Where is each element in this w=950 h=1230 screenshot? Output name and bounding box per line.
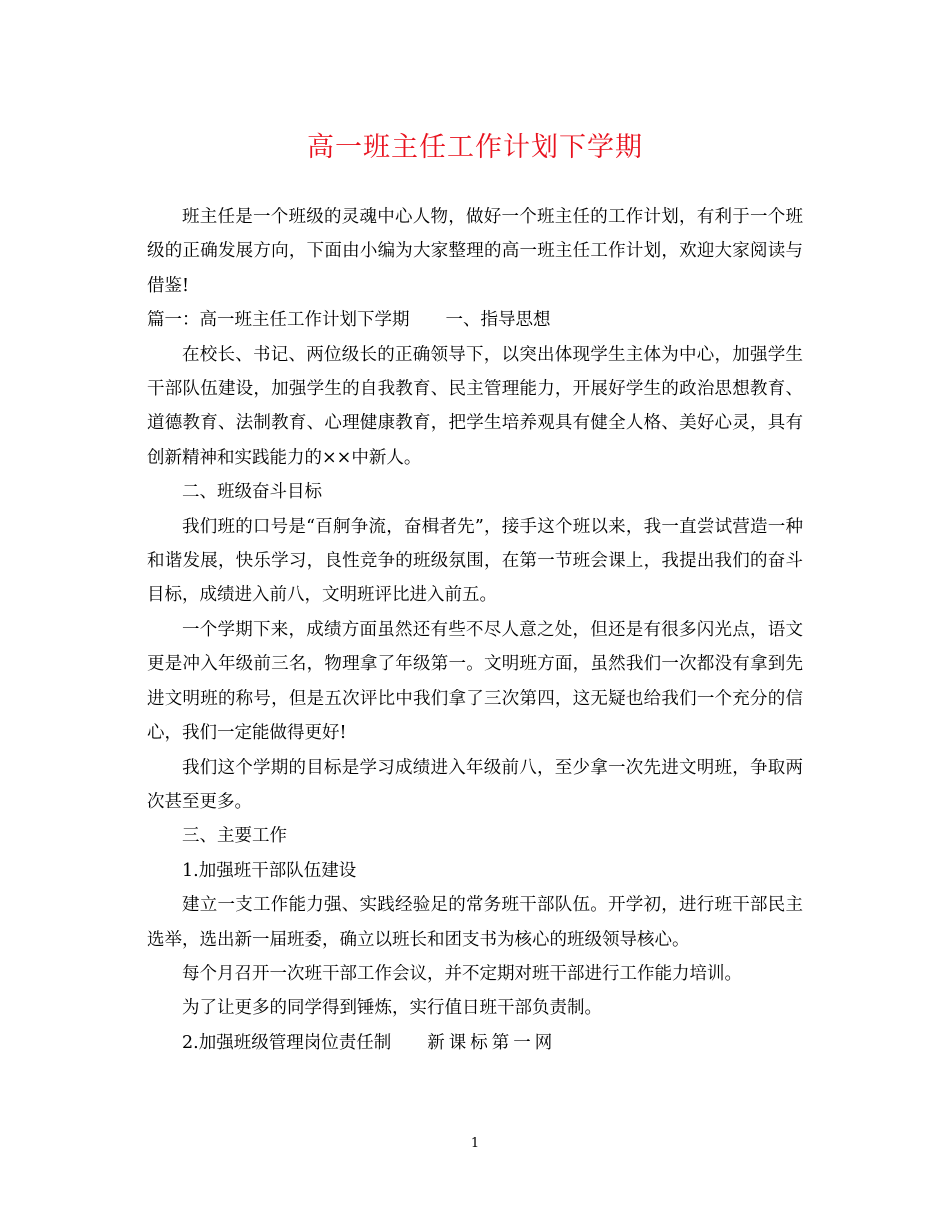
article-heading: 篇一：高一班主任工作计划下学期 (147, 310, 410, 331)
section3-heading: 三、主要工作 (182, 826, 287, 847)
item2-heading-line (147, 1026, 803, 1060)
document-title: 高一班主任工作计划下学期 (307, 132, 643, 163)
section2-paragraph-1: 我们班的口号是“百舸争流，奋楫者先”，接手这个班以来，我一直尝试营造一种和谐发展，快乐学习，良性竞争的班级氛围，在第一节班会课上，我提出我们的奋斗目标，成绩进入前八，文明班评比进入前五。 (147, 516, 803, 606)
section2-paragraph-3: 我们这个学期的目标是学习成绩进入年级前八，至少拿一次先进文明班，争取两次甚至更多。 (147, 757, 803, 812)
item1-paragraph-2: 每个月召开一次班干部工作会议，并不定期对班干部进行工作能力培训。 (182, 963, 742, 984)
article-heading-line (147, 303, 803, 337)
intro-paragraph: 班主任是一个班级的灵魂中心人物，做好一个班主任的工作计划，有利于一个班级的正确发展方向，下面由小编为大家整理的高一班主任工作计划，欢迎大家阅读与借鉴! (147, 207, 803, 296)
item1-heading: 1.加强班干部队伍建设 (182, 860, 357, 881)
section1-heading: 一、指导思想 (445, 310, 551, 331)
item2-suffix: 新课标第一网 (427, 1032, 557, 1053)
section2-paragraph-2: 一个学期下来，成绩方面虽然还有些不尽人意之处，但还是有很多闪光点，语文更是冲入年级前三名，物理拿了年级第一。文明班方面，虽然我们一次都没有拿到先进文明班的称号，但是五次评比中我们拿了三次第四，这无疑也给我们一个充分的信心，我们一定能做得更好! (147, 619, 803, 744)
document-body (147, 200, 803, 1060)
page-number: 1 (470, 1136, 480, 1151)
item2-heading: 2.加强班级管理岗位责任制 (182, 1032, 392, 1053)
section1-paragraph: 在校长、书记、两位级长的正确领导下，以突出体现学生主体为中心，加强学生干部队伍建设，加强学生的自我教育、民主管理能力，开展好学生的政治思想教育、道德教育、法制教育、心理健康教育，把学生培养观具有健全人格、美好心灵，具有创新精神和实践能力的××中新人。 (147, 344, 803, 468)
item1-paragraph-1: 建立一支工作能力强、实践经验足的常务班干部队伍。开学初，进行班干部民主选举，选出新一届班委，确立以班长和团支书为核心的班级领导核心。 (147, 895, 803, 950)
section2-heading: 二、班级奋斗目标 (182, 482, 322, 503)
item1-paragraph-3: 为了让更多的同学得到锤炼，实行值日班干部负责制。 (182, 998, 602, 1019)
